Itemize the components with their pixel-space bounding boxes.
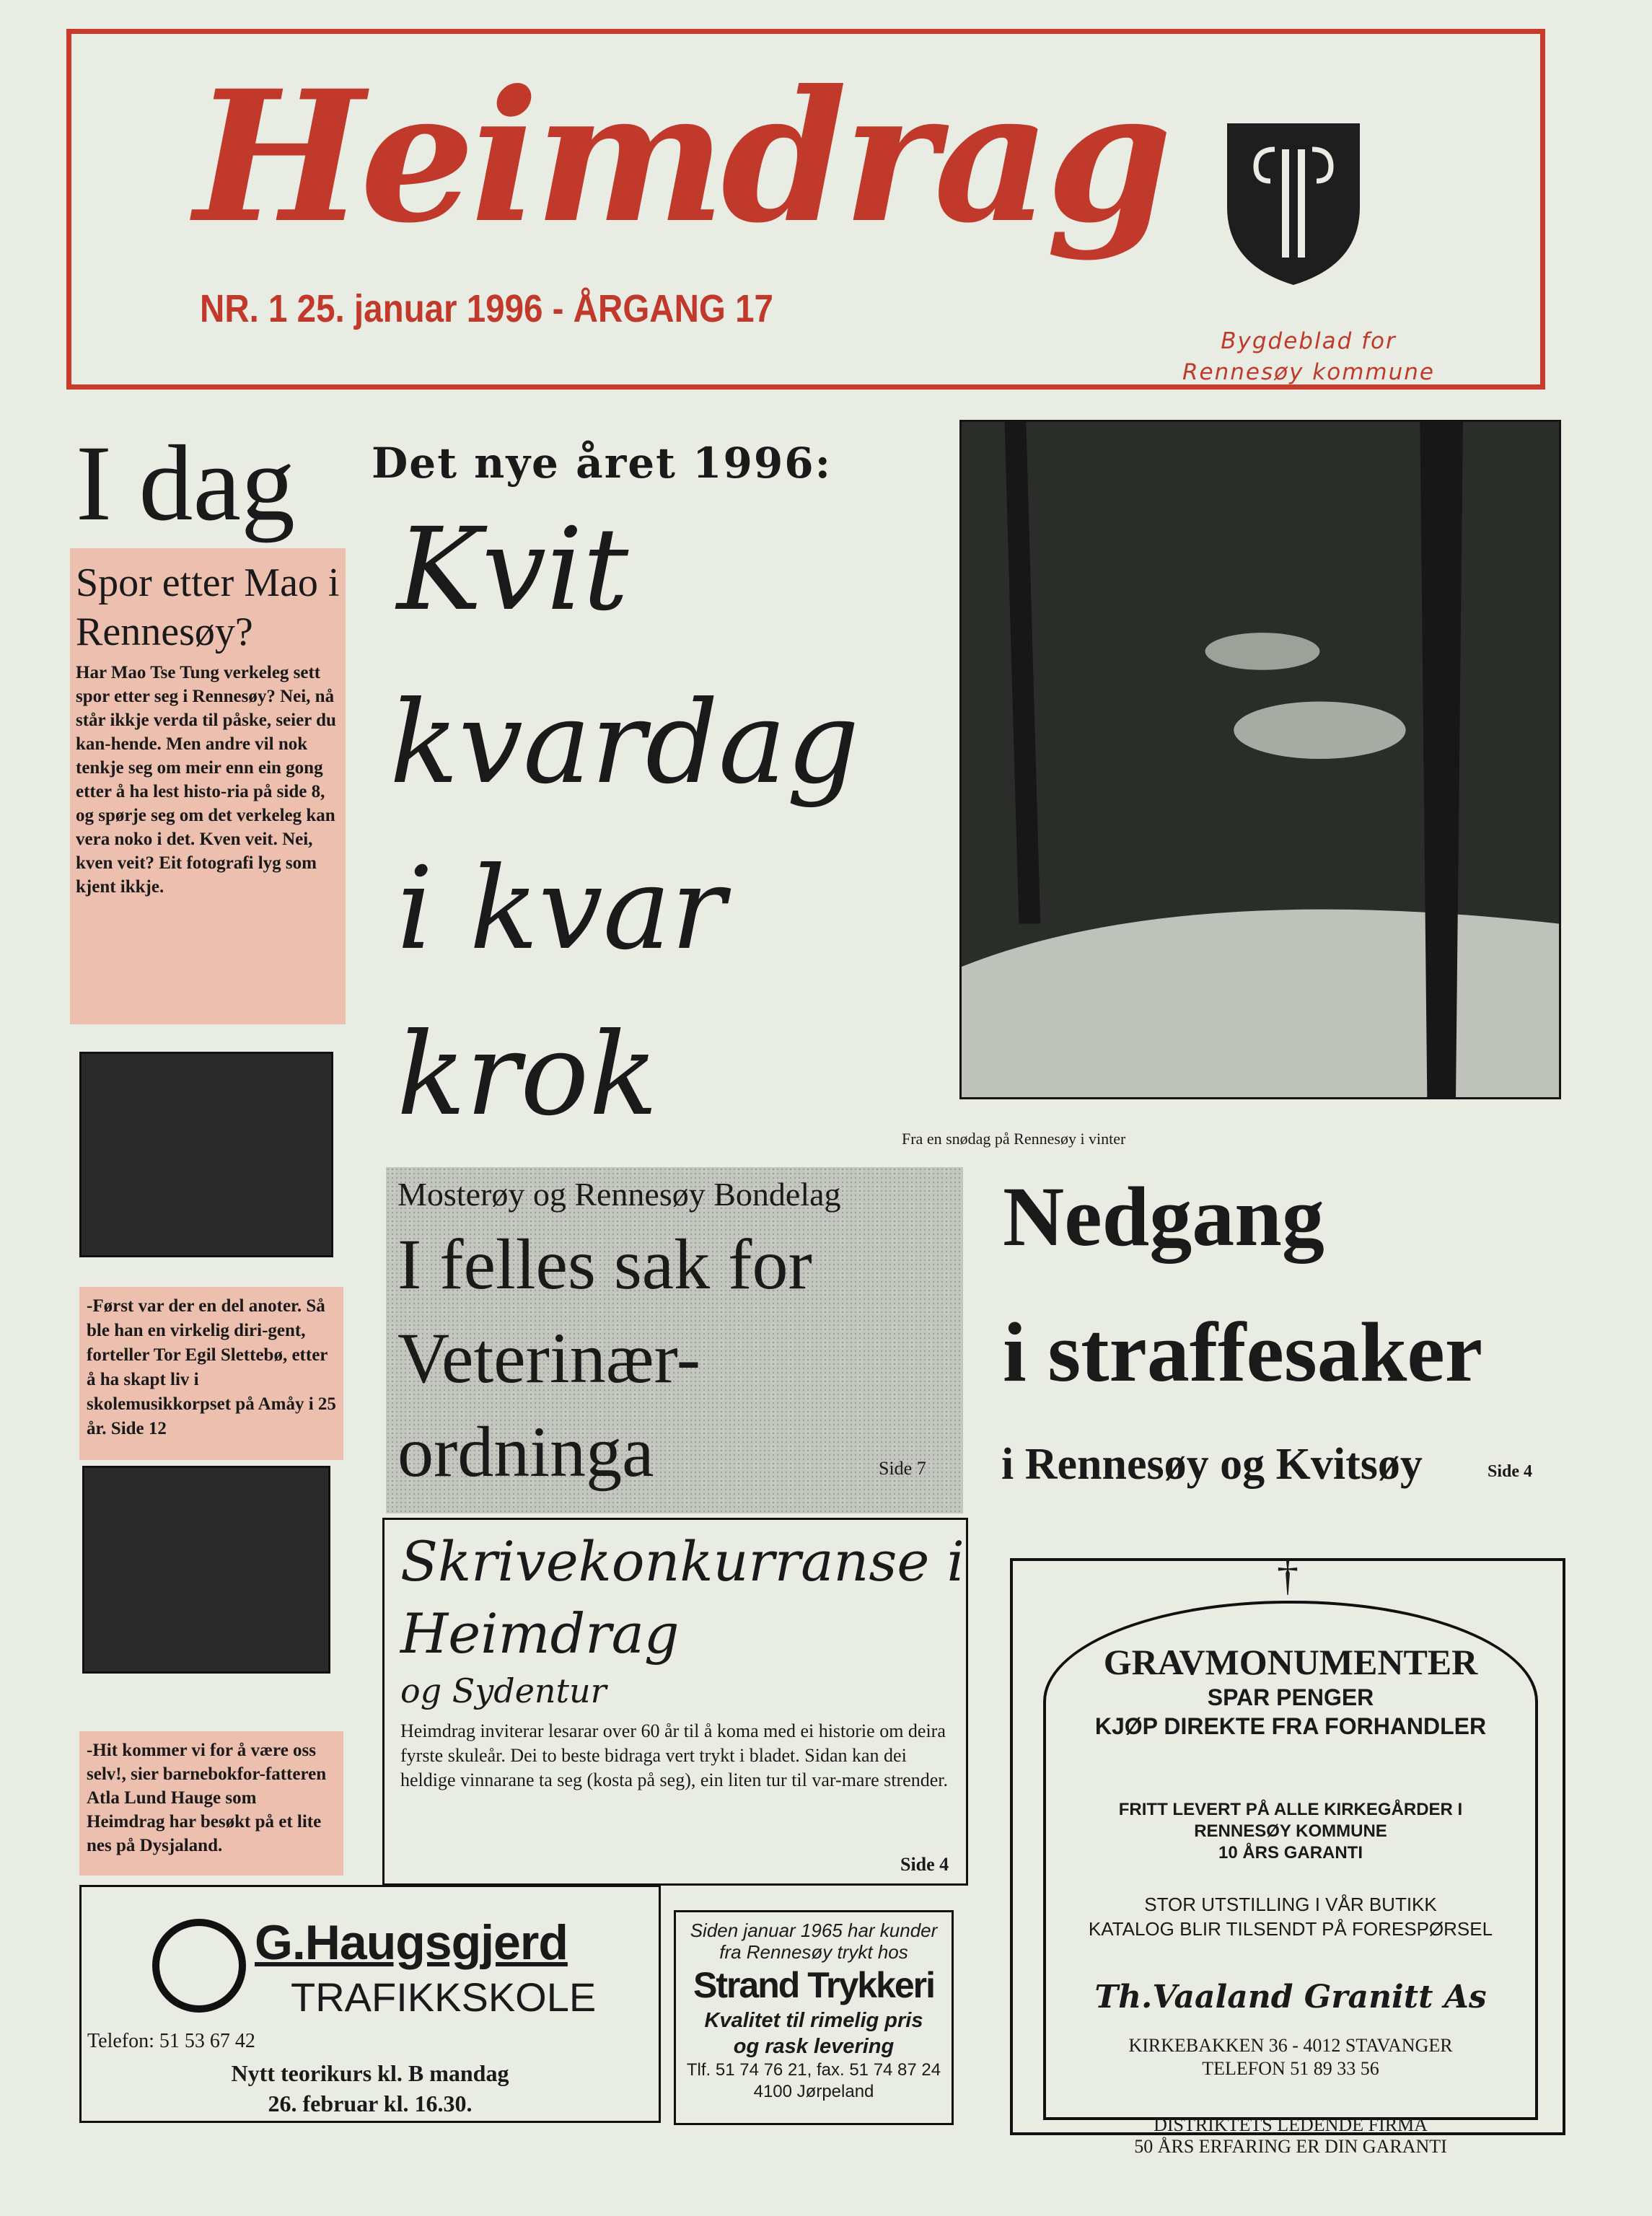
ad-trafikk-subtitle: TRAFIKKSKOLE [291, 1974, 597, 2020]
nedgang-subhead: i Rennesøy og Kvitsøy [1001, 1440, 1423, 1489]
bondelag-headline: I felles sak for Veterinær-ordninga [397, 1224, 812, 1492]
ad-grav-line-4: RENNESØY KOMMUNE [1194, 1821, 1387, 1841]
masthead [66, 29, 1545, 390]
ad-strand-line-1: Siden januar 1965 har kunder [690, 1920, 938, 1941]
teaser-mao [70, 548, 346, 1024]
ad-gravmonumenter [1010, 1552, 1565, 2157]
ad-trafikk-course-1: Nytt teorikurs kl. B mandag [231, 2060, 509, 2086]
newspaper-logo: Heimdrag [194, 50, 1169, 263]
ad-strand-address: 4100 Jørpeland [753, 2082, 874, 2101]
lead-headline-line-3: i kvar [397, 843, 726, 975]
ad-grav-line-3: FRITT LEVERT PÅ ALLE KIRKEGÅRDER I [1118, 1800, 1463, 1819]
bondelag-story [386, 1167, 963, 1513]
ad-grav-line-1: SPAR PENGER [1207, 1684, 1374, 1710]
teaser-mao-headline: Spor etter Mao i Rennesøy? [76, 560, 340, 654]
ad-strand-line-2: fra Rennesøy trykt hos [719, 1941, 908, 1963]
ad-grav-phone: TELEFON 51 89 33 56 [1202, 2058, 1379, 2079]
snow-trees-photo [959, 420, 1561, 1099]
ad-strand-trykkeri [674, 1910, 954, 2125]
ad-trafikk-course-2: 26. februar kl. 16.30. [268, 2090, 473, 2116]
nedgang-page-ref: Side 4 [1488, 1462, 1533, 1481]
teaser-author: -Hit kommer vi for å være oss selv!, sier barnebokfor-fatteren Atla Lund Hauge som Heimdrag har besøkt på et lite nes på Dysjaland. [79, 1731, 343, 1876]
photo-woman [82, 1466, 330, 1674]
skrive-headline-1: Skrivekonkurranse i [400, 1529, 965, 1593]
lead-headline-line-4: krok [397, 1008, 659, 1141]
skrive-story [382, 1518, 968, 1886]
issue-line: NR. 1 25. januar 1996 - ÅRGANG 17 [200, 287, 773, 330]
skrive-headline-2: Heimdrag [400, 1601, 680, 1666]
photo-caption: Fra en snødag på Rennesøy i vinter [902, 1130, 1126, 1148]
tagline-2: Rennesøy kommune [1182, 359, 1435, 385]
ad-grav-company: Th.Vaaland Granitt As [1094, 1979, 1487, 2015]
bondelag-page-ref: Side 7 [879, 1458, 926, 1479]
cross-icon: † [1277, 1552, 1299, 1599]
skrive-page-ref: Side 4 [900, 1854, 949, 1875]
headstone-frame [1043, 1601, 1538, 2157]
section-title: I dag [76, 423, 296, 543]
ad-strand-slogan-2: og rask levering [733, 2035, 895, 2058]
ad-grav-footer-1: DISTRIKTETS LEDENDE FIRMA [1154, 2114, 1428, 2135]
teaser-dirigent: -Først var der en del anoter. Så ble han en virkelig diri-gent, forteller Tor Egil Slettebø, etter å ha skapt liv i skolemusikkorpset på Amåy i 25 år. Side 12 [79, 1287, 343, 1460]
ad-trafikkskole [79, 1885, 661, 2123]
ad-strand-slogan-1: Kvalitet til rimelig pris [704, 2009, 923, 2032]
ad-strand-contact: Tlf. 51 74 76 21, fax. 51 74 87 24 [686, 2060, 941, 2080]
bondelag-kicker: Mosterøy og Rennesøy Bondelag [397, 1176, 841, 1213]
photo-man [79, 1052, 333, 1257]
ad-grav-line-7: KATALOG BLIR TILSENDT PÅ FORESPØRSEL [1088, 1918, 1493, 1940]
teaser-mao-body: Har Mao Tse Tung verkeleg sett spor etter seg i Rennesøy? Nei, nå står ikkje verda til påske, seier du kan-hende. Men andre vil nok tenkje seg om meir enn ein gong etter å ha lest histo-ria på side 8, og spørje seg om det verkeleg kan vera noko i det. Kven veit. Nei, kven veit? Eit fotografi lyg som kjent ikkje. [76, 663, 336, 897]
tagline-1: Bygdeblad for [1221, 328, 1397, 354]
nedgang-headline-2: i straffesaker [1003, 1305, 1483, 1399]
ad-grav-footer-2: 50 ÅRS ERFARING ER DIN GARANTI [1134, 2136, 1447, 2157]
ad-grav-title: GRAVMONUMENTER [1103, 1642, 1478, 1682]
ad-grav-address: KIRKEBAKKEN 36 - 4012 STAVANGER [1128, 2035, 1453, 2056]
skrive-headline-3: og Sydentur [400, 1671, 607, 1710]
ad-trafikk-name: G.Haugsgjerd [255, 1915, 568, 1970]
haugsgjerd-logo-icon [152, 1919, 246, 2013]
ad-grav-line-6: STOR UTSTILLING I VÅR BUTIKK [1144, 1894, 1437, 1915]
ad-trafikk-phone: Telefon: 51 53 67 42 [87, 2030, 255, 2052]
ad-strand-name: Strand Trykkeri [693, 1965, 935, 2005]
skrive-body: Heimdrag inviterar lesarar over 60 år til å koma med ei historie om deira fyrste skuleår. Dei to beste bidraga vert trykt i bladet. Sidan kan dei heldige vinnarane ta seg (kosta på seg), ein liten tur til var-mare strender. [400, 1720, 948, 1790]
lead-headline-line-2: kvardag [390, 677, 860, 809]
municipal-crest-icon [1224, 120, 1363, 288]
lead-kicker: Det nye året 1996: [372, 439, 832, 488]
lead-headline-line-1: Kvit [397, 504, 629, 636]
ad-grav-line-2: KJØP DIREKTE FRA FORHANDLER [1094, 1713, 1487, 1739]
nedgang-headline-1: Nedgang [1003, 1169, 1324, 1264]
ad-grav-line-5: 10 ÅRS GARANTI [1218, 1843, 1363, 1863]
